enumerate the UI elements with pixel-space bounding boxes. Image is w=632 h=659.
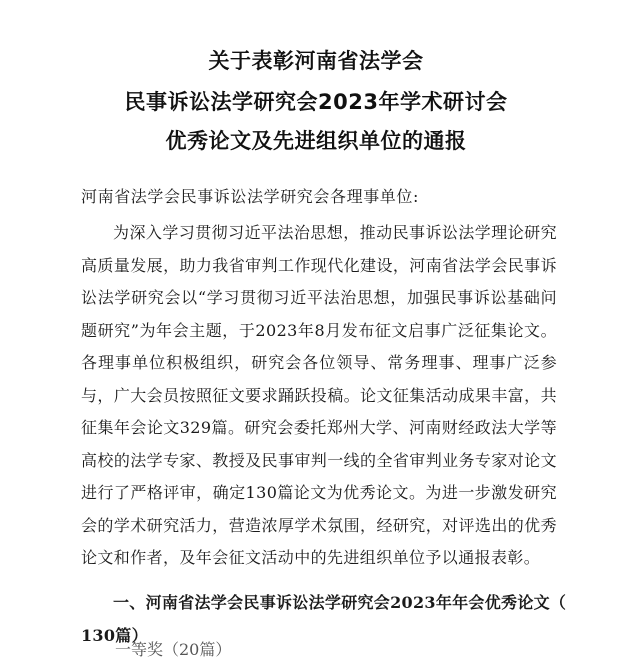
- body-paragraph: 为深入学习贯彻习近平法治思想，推动民事诉讼法学理论研究高质量发展，助力我省审判工作现代化建设，河南省法学会民事诉讼法学研究会以“学习贯彻习近平法治思想，加强民事诉讼基础问题研究”为年会主题，于2023年8月发布征文启事广泛征集论文。各理事单位积极组织，研究会各位领导、常务理事、理事广泛参与，广大会员按照征文要求踊跃投稿。论文征集活动成果丰富，共征集年会论文329篇。研究会委托郑州大学、河南财经政法大学等高校的法学专家、教授及民事审判一线的全省审判业务专家对论文进行了严格评审，确定130篇论文为优秀论文。为进一步激发研究会的学术研究活力，营造浓厚学术氛围，经研究，对评选出的优秀论文和作者，及年会征文活动中的先进组织单位予以通报表彰。: [81, 223, 557, 567]
- cut-off-line: 一等奖（20篇）: [115, 640, 232, 659]
- title-line-2: 民事诉讼法学研究会2023年学术研讨会: [124, 90, 508, 114]
- title-line-1: 关于表彰河南省法学会: [208, 49, 424, 73]
- salutation: 河南省法学会民事诉讼法学研究会各理事单位:: [81, 187, 419, 206]
- title-line-3: 优秀论文及先进组织单位的通报: [165, 129, 467, 153]
- section-heading: 一、河南省法学会民事诉讼法学研究会2023年年会优秀论文（ 130篇）: [81, 593, 567, 645]
